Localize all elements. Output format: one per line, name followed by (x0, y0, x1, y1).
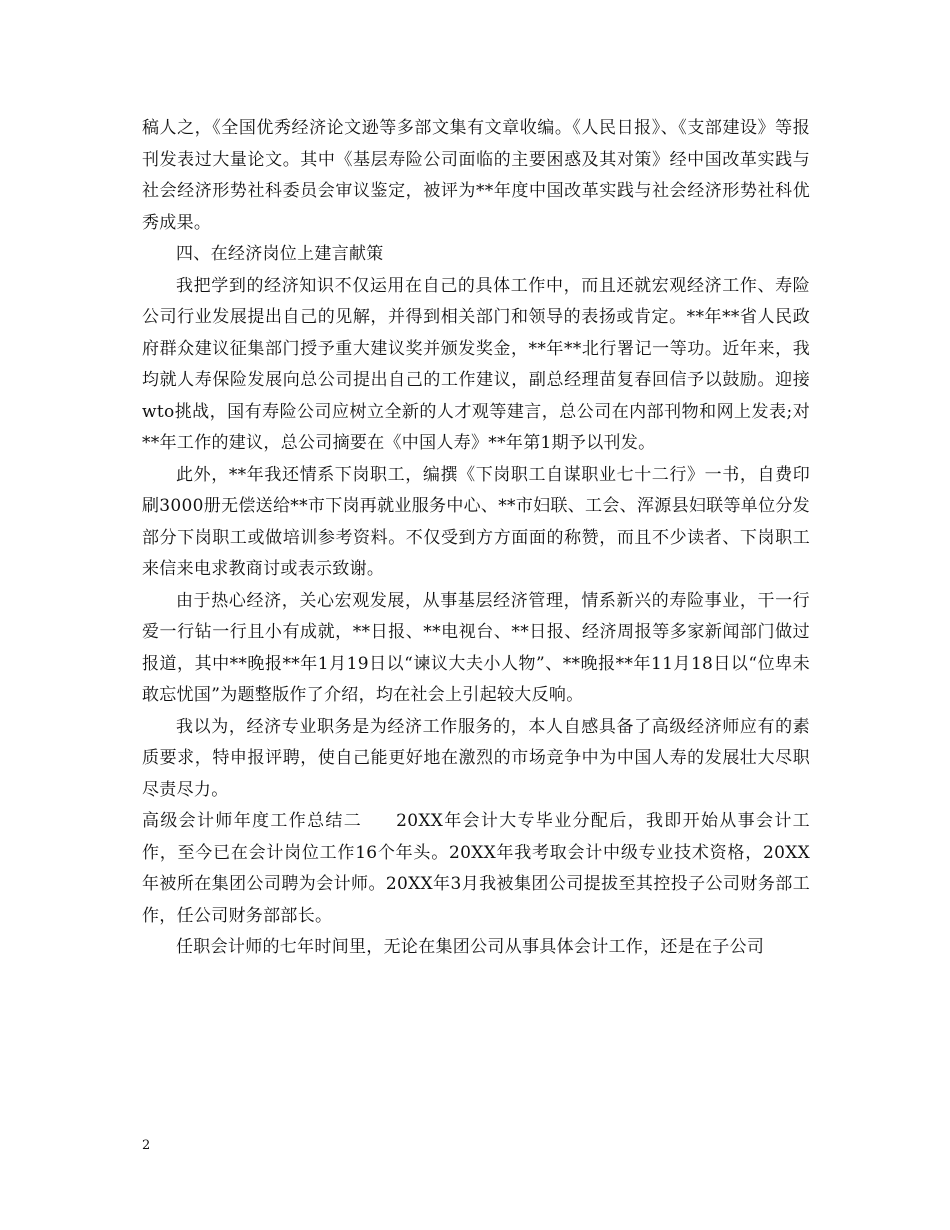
paragraph-publications: 稿人之，《全国优秀经济论文逊等多部文集有文章收编。《人民日报》、《支部建设》等报刊发表过大量论文。其中《基层寿险公司面临的主要困惑及其对策》经中国改革实践与社会经济形势社科委员会审议鉴定，被评为**年度中国改革实践与社会经济形势社科优秀成果。 (142, 118, 810, 233)
paragraph-accountant-tenure: 任职会计师的七年时间里，无论在集团公司从事具体会计工作，还是在子公司 (176, 937, 765, 957)
section-text: 20XX年会计大专毕业分配后，我即开始从事会计工作，至今已在会计岗位工作16个年头。20XX年我考取会计中级专业技术资格，20XX年被所在集团公司聘为会计师。20XX年3月我被集团公司提拔至其控投子公司财务部工作，任公司财务部部长。 (142, 811, 810, 926)
page-number: 2 (142, 1138, 151, 1153)
document-body (142, 113, 810, 964)
paragraph-media-coverage: 由于热心经济，关心宏观发展，从事基层经济管理，情系新兴的寿险事业，干一行爱一行钻一行且小有成就，**日报、**电视台、**日报、经济周报等多家新闻部门做过报道，其中**晚报**年1月19日以“谏议大夫小人物”、**晚报**年11月18日以“位卑未敢忘忧国”为题整版作了介绍，均在社会上引起较大反响。 (142, 590, 810, 705)
paragraph-suggestions: 我把学到的经济知识不仅运用在自己的具体工作中，而且还就宏观经济工作、寿险公司行业发展提出自己的见解，并得到相关部门和领导的表扬或肯定。**年**省人民政府群众建议征集部门授予重大建议奖并颁发奖金，**年**北行署记一等功。近年来，我均就人寿保险发展向总公司提出自己的工作建议，副总经理苗复春回信予以鼓励。迎接wto挑战，国有寿险公司应树立全新的人才观等建言，总公司在内部刊物和网上发表;对**年工作的建议，总公司摘要在《中国人寿》**年第1期予以刊发。 (142, 275, 810, 453)
section-heading-suggestions: 四、在经济岗位上建言献策 (176, 244, 384, 264)
section-title: 高级会计师年度工作总结二 (142, 811, 363, 831)
paragraph-conclusion: 我以为，经济专业职务是为经济工作服务的，本人自感具备了高级经济师应有的素质要求，特申报评聘，使自己能更好地在激烈的市场竞争中为中国人寿的发展壮大尽职尽责尽力。 (142, 716, 810, 800)
paragraph-laid-off-workers: 此外，**年我还情系下岗职工，编撰《下岗职工自谋职业七十二行》一书，自费印刷3000册无偿送给**市下岗再就业服务中心、**市妇联、工会、浑源县妇联等单位分发部分下岗职工或做培训参考资料。不仅受到方方面面的称赞，而且不少读者、下岗职工来信来电求教商讨或表示致谢。 (142, 464, 810, 579)
paragraph-accountant-summary (142, 806, 810, 932)
